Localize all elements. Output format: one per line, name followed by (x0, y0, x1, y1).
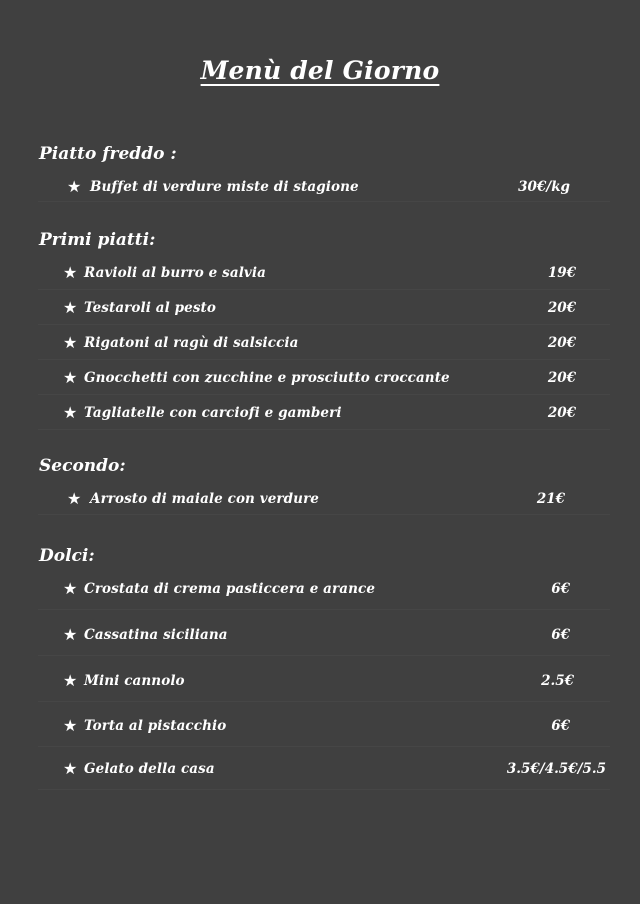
item-name: Mini cannolo (84, 673, 185, 689)
item-price: 19€ (547, 265, 576, 281)
section-title-piatto-freddo: Piatto freddo : (39, 144, 177, 164)
star-icon: ★ (63, 298, 78, 317)
menu-item (38, 328, 610, 360)
item-price: 20€ (547, 405, 576, 421)
star-icon: ★ (63, 671, 78, 690)
item-name: Cassatina siciliana (84, 627, 228, 643)
item-name: Tagliatelle con carciofi e gamberi (84, 405, 342, 421)
star-icon: ★ (67, 489, 82, 508)
star-icon: ★ (63, 333, 78, 352)
menu-item (38, 485, 610, 515)
item-price: 6€ (551, 718, 570, 734)
menu-item (38, 363, 610, 395)
item-price: 20€ (547, 335, 576, 351)
menu-item (38, 662, 610, 702)
item-name: Rigatoni al ragù di salsiccia (84, 335, 299, 351)
item-price: 6€ (551, 627, 570, 643)
item-price: 30€/kg (518, 179, 570, 195)
section-title-secondo: Secondo: (39, 456, 126, 476)
item-price: 20€ (547, 300, 576, 316)
section-title-dolci: Dolci: (39, 546, 95, 566)
star-icon: ★ (63, 716, 78, 735)
menu-item (38, 293, 610, 325)
item-name: Crostata di crema pasticcera e arance (84, 581, 376, 597)
star-icon: ★ (63, 625, 78, 644)
item-price: 20€ (547, 370, 576, 386)
item-name: Arrosto di maiale con verdure (90, 491, 319, 507)
menu-item (38, 570, 610, 610)
menu-item (38, 616, 610, 656)
section-title-primi-piatti: Primi piatti: (39, 230, 156, 250)
menu-item (38, 707, 610, 747)
item-price: 3.5€/4.5€/5.5 (506, 761, 606, 777)
item-name: Testaroli al pesto (84, 300, 216, 316)
item-name: Ravioli al burro e salvia (84, 265, 266, 281)
menu-item (38, 750, 610, 790)
star-icon: ★ (63, 403, 78, 422)
menu-title: Menù del Giorno (200, 56, 440, 85)
item-price: 6€ (551, 581, 570, 597)
star-icon: ★ (63, 579, 78, 598)
item-name: Buffet di verdure miste di stagione (90, 179, 359, 195)
star-icon: ★ (67, 177, 82, 196)
menu-item (38, 258, 610, 290)
item-price: 21€ (536, 491, 565, 507)
star-icon: ★ (63, 759, 78, 778)
menu-item (38, 398, 610, 430)
star-icon: ★ (63, 263, 78, 282)
item-name: Gelato della casa (84, 761, 215, 777)
menu-item (38, 174, 610, 202)
item-price: 2.5€ (541, 673, 574, 689)
item-name: Torta al pistacchio (84, 718, 227, 734)
star-icon: ★ (63, 368, 78, 387)
item-name: Gnocchetti con zucchine e prosciutto croccante (84, 370, 450, 386)
